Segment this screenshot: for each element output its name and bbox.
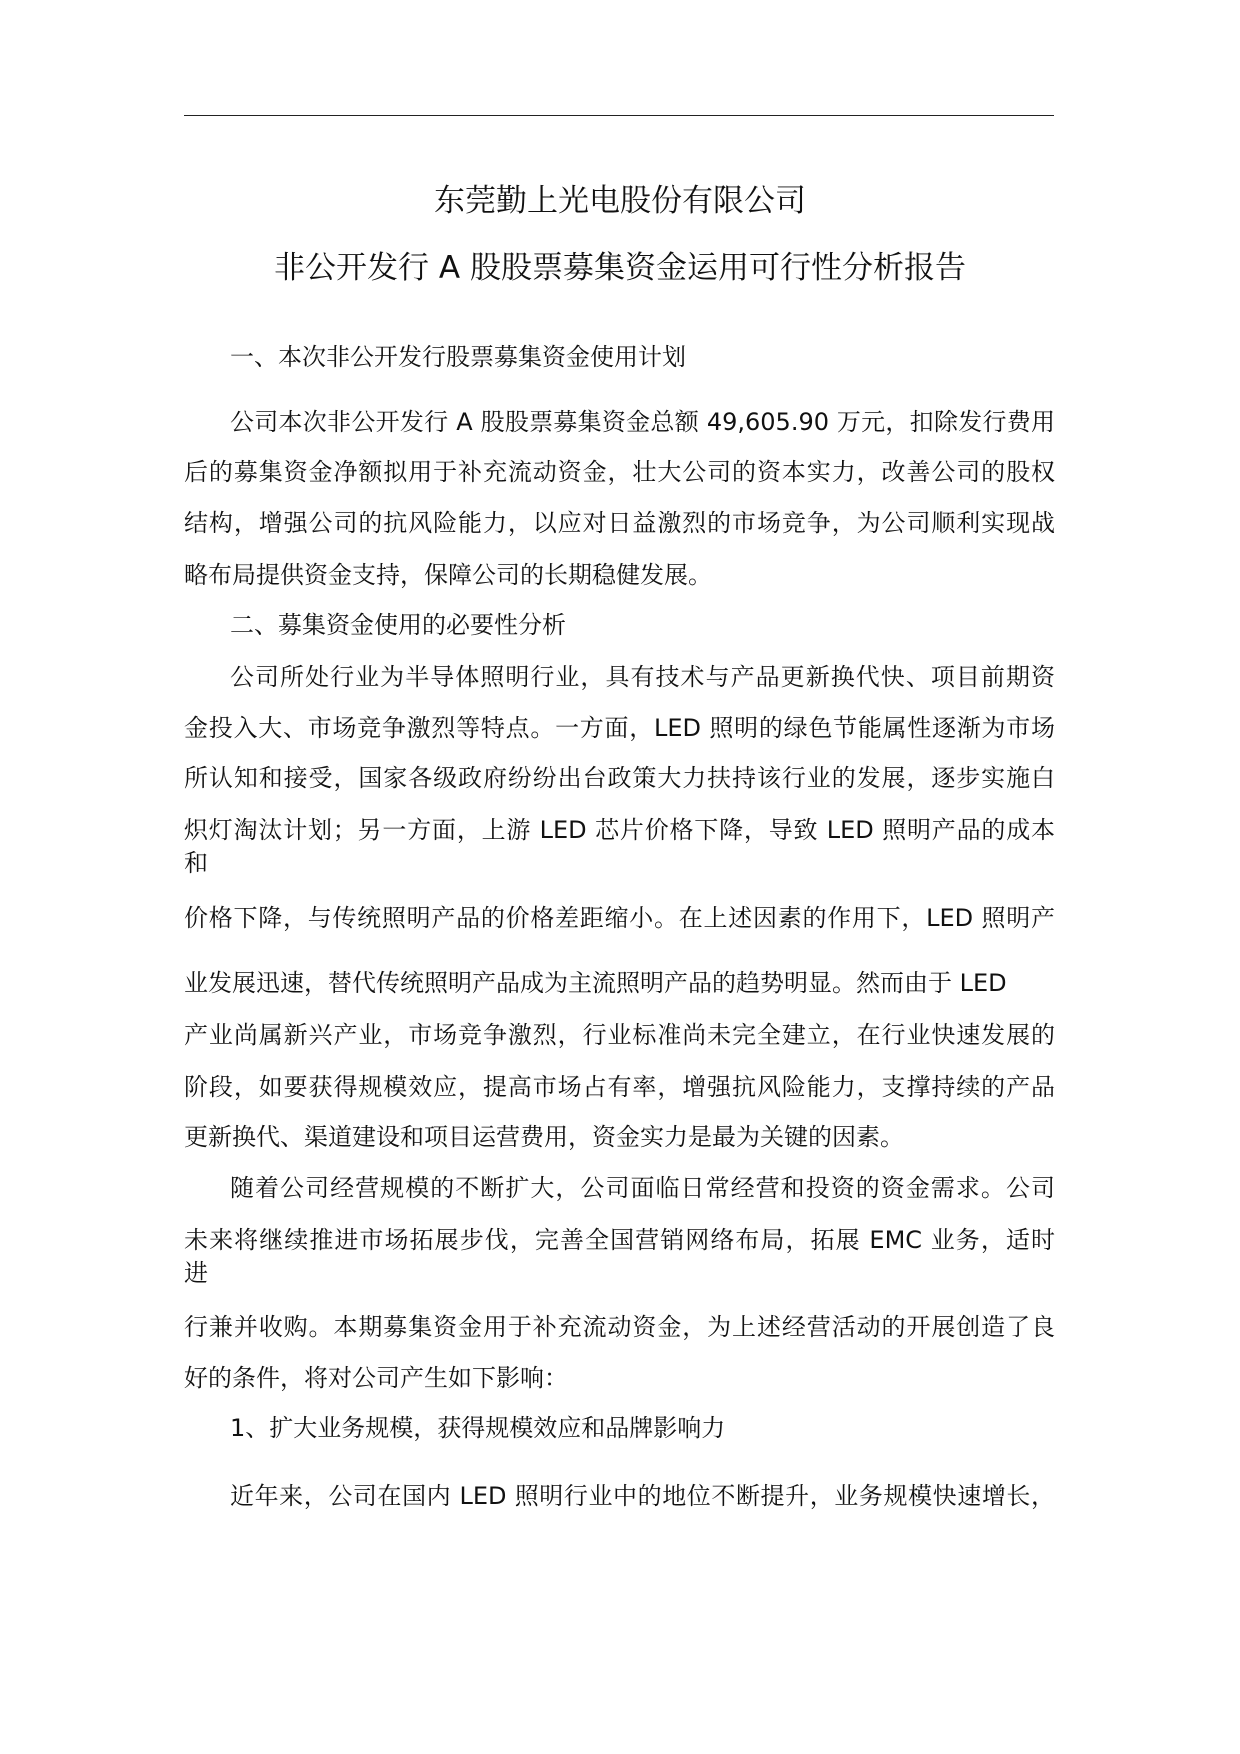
- section-heading: 二、募集资金使用的必要性分析: [230, 611, 566, 639]
- paragraph-line: 进: [184, 1259, 208, 1287]
- paragraph-line: 产业尚属新兴产业，市场竞争激烈，行业标准尚未完全建立，在行业快速发展的: [184, 1021, 1055, 1049]
- paragraph-line: 阶段，如要获得规模效应，提高市场占有率，增强抗风险能力，支撑持续的产品: [184, 1073, 1055, 1101]
- paragraph-line: 行兼并收购。本期募集资金用于补充流动资金，为上述经营活动的开展创造了良: [184, 1313, 1055, 1341]
- paragraph-line: 价格下降，与传统照明产品的价格差距缩小。在上述因素的作用下，LED 照明产: [184, 904, 1055, 932]
- paragraph-line: 结构，增强公司的抗风险能力，以应对日益激烈的市场竞争，为公司顺利实现战: [184, 509, 1055, 537]
- paragraph-line: 略布局提供资金支持，保障公司的长期稳健发展。: [184, 561, 712, 589]
- report-title: 非公开发行 A 股股票募集资金运用可行性分析报告: [274, 250, 966, 286]
- paragraph-line: 公司所处行业为半导体照明行业，具有技术与产品更新换代快、项目前期资: [230, 663, 1055, 691]
- subsection-heading: 1、扩大业务规模，获得规模效应和品牌影响力: [230, 1414, 726, 1442]
- paragraph-line: 业发展迅速，替代传统照明产品成为主流照明产品的趋势明显。然而由于 LED: [184, 969, 1007, 997]
- company-title: 东莞勤上光电股份有限公司: [434, 183, 806, 219]
- section-heading: 一、本次非公开发行股票募集资金使用计划: [230, 343, 686, 371]
- paragraph-line: 未来将继续推进市场拓展步伐，完善全国营销网络布局，拓展 EMC 业务，适时: [184, 1226, 1055, 1254]
- paragraph-line: 所认知和接受，国家各级政府纷纷出台政策大力扶持该行业的发展，逐步实施白: [184, 764, 1055, 792]
- paragraph-line: 公司本次非公开发行 A 股股票募集资金总额 49,605.90 万元，扣除发行费用: [230, 408, 1055, 436]
- paragraph-line: 好的条件，将对公司产生如下影响：: [184, 1364, 568, 1392]
- header-rule: [184, 115, 1054, 116]
- paragraph-line: 炽灯淘汰计划；另一方面，上游 LED 芯片价格下降，导致 LED 照明产品的成本: [184, 816, 1055, 844]
- paragraph-line: 更新换代、渠道建设和项目运营费用，资金实力是最为关键的因素。: [184, 1123, 904, 1151]
- paragraph-line: 随着公司经营规模的不断扩大，公司面临日常经营和投资的资金需求。公司: [230, 1174, 1055, 1202]
- paragraph-line: 近年来，公司在国内 LED 照明行业中的地位不断提升，业务规模快速增长，: [230, 1482, 1055, 1510]
- paragraph-line: 和: [184, 849, 208, 877]
- paragraph-line: 后的募集资金净额拟用于补充流动资金，壮大公司的资本实力，改善公司的股权: [184, 458, 1055, 486]
- paragraph-line: 金投入大、市场竞争激烈等特点。一方面，LED 照明的绿色节能属性逐渐为市场: [184, 714, 1055, 742]
